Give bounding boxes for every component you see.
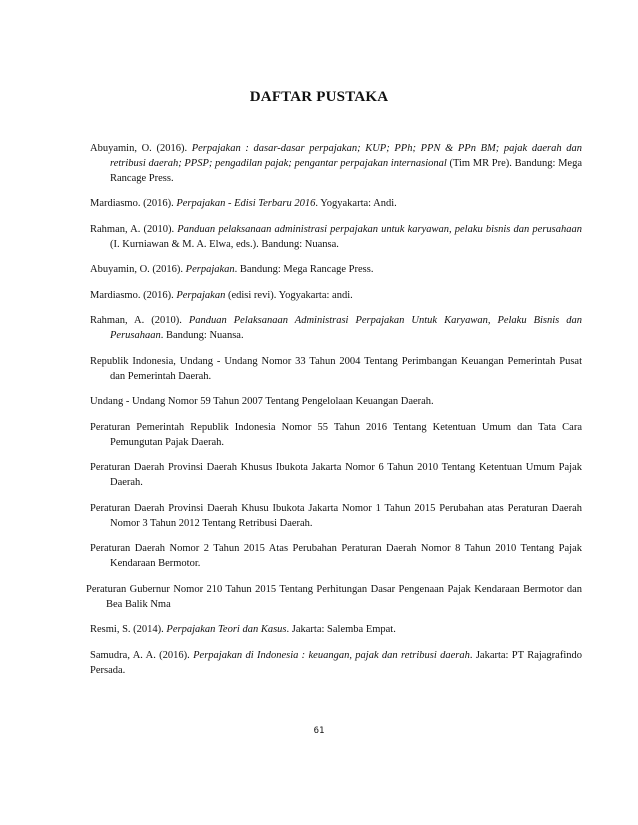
reference-title: Panduan Pelaksanaan Administrasi Perpajakan Untuk Karyawan, Pelaku Bisnis dan Perusahaan [110,315,582,341]
reference-item [86,582,582,612]
reference-item [90,648,582,678]
reference-item [90,420,582,450]
reference-lead: Samudra, A. A. (2016). [90,649,194,661]
reference-lead: Peraturan Gubernur Nomor 210 Tahun 2015 Tentang Perhitungan Dasar Pengenaan Pajak Kendaraan Bermotor dan Bea Balik Nma [86,583,582,610]
reference-item [90,622,582,637]
reference-tail: . Bandung: Mega Rancage Press. [234,264,374,275]
reference-title: Perpajakan di Indonesia : keuangan, pajak dan retribusi daerah [193,649,470,661]
reference-tail: . Bandung: Nuansa. [160,330,244,341]
reference-tail: . Jakarta: Salemba Empat. [286,624,396,635]
reference-lead: Abuyamin, O. (2016). [90,264,186,275]
reference-lead: Rahman, A. (2010). [90,315,189,326]
reference-item [90,288,582,303]
reference-item [90,222,582,252]
reference-item [90,541,582,571]
reference-title: Perpajakan - Edisi Terbaru 2016 [176,198,316,209]
reference-title: Perpajakan : dasar-dasar perpajakan; KUP; PPh; PPN & PPn BM; pajak daerah dan retribusi daerah; PPSP; pengadilan pajak; pengantar perpajakan internasional [110,142,582,169]
reference-lead: Peraturan Daerah Nomor 2 Tahun 2015 Atas Perubahan Peraturan Daerah Nomor 8 Tahun 2010 Tentang Pajak Kendaraan Bermotor. [90,543,582,569]
reference-lead: Peraturan Daerah Provinsi Daerah Khusus Ibukota Jakarta Nomor 6 Tahun 2010 Tentang Ketentuan Umum Pajak Daerah. [90,462,582,488]
reference-lead: Abuyamin, O. (2016). [90,142,192,154]
reference-item [90,262,582,277]
reference-item [90,394,582,409]
reference-lead: Mardiasmo. (2016). [90,289,177,301]
reference-lead: Peraturan Pemerintah Republik Indonesia Nomor 55 Tahun 2016 Tentang Ketentuan Umum dan Tata Cara Pemungutan Pajak Daerah. [90,421,582,448]
reference-tail: . Yogyakarta: Andi. [315,198,397,209]
reference-title: Perpajakan [176,289,226,301]
reference-lead: Resmi, S. (2014). [90,624,167,635]
reference-title: Perpajakan [185,264,235,275]
reference-item [90,460,582,490]
reference-lead: Peraturan Daerah Provinsi Daerah Khusu Ibukota Jakarta Nomor 1 Tahun 2015 Perubahan atas Peraturan Daerah Nomor 3 Tahun 2012 Tentang Retribusi Daerah. [90,502,582,529]
reference-item [90,501,582,531]
reference-list [86,130,583,688]
reference-item [90,141,582,186]
page-number: 61 [313,726,325,736]
reference-tail: (Tim MR Pre). Bandung: Mega Rancage Press. [110,157,582,184]
reference-lead: Republik Indonesia, Undang - Undang Nomor 33 Tahun 2004 Tentang Perimbangan Keuangan Pemerintah Pusat dan Pemerintah Daerah. [90,355,582,382]
reference-title: Panduan pelaksanaan administrasi perpajakan untuk karyawan, pelaku bisnis dan perusahaan [177,223,582,235]
page-title: DAFTAR PUSTAKA [249,89,389,105]
reference-tail: (edisi revi). Yogyakarta: andi. [225,289,353,301]
reference-item [90,313,582,343]
reference-tail: (I. Kurniawan & M. A. Elwa, eds.). Bandung: Nuansa. [110,238,339,250]
reference-lead: Rahman, A. (2010). [90,223,178,235]
reference-lead: Mardiasmo. (2016). [90,198,177,209]
reference-item [90,354,582,384]
reference-item [90,196,582,211]
reference-title: Perpajakan Teori dan Kasus [166,624,287,635]
reference-tail: . Jakarta: PT Rajagrafindo Persada. [90,649,583,676]
reference-lead: Undang - Undang Nomor 59 Tahun 2007 Tentang Pengelolaan Keuangan Daerah. [90,396,434,407]
